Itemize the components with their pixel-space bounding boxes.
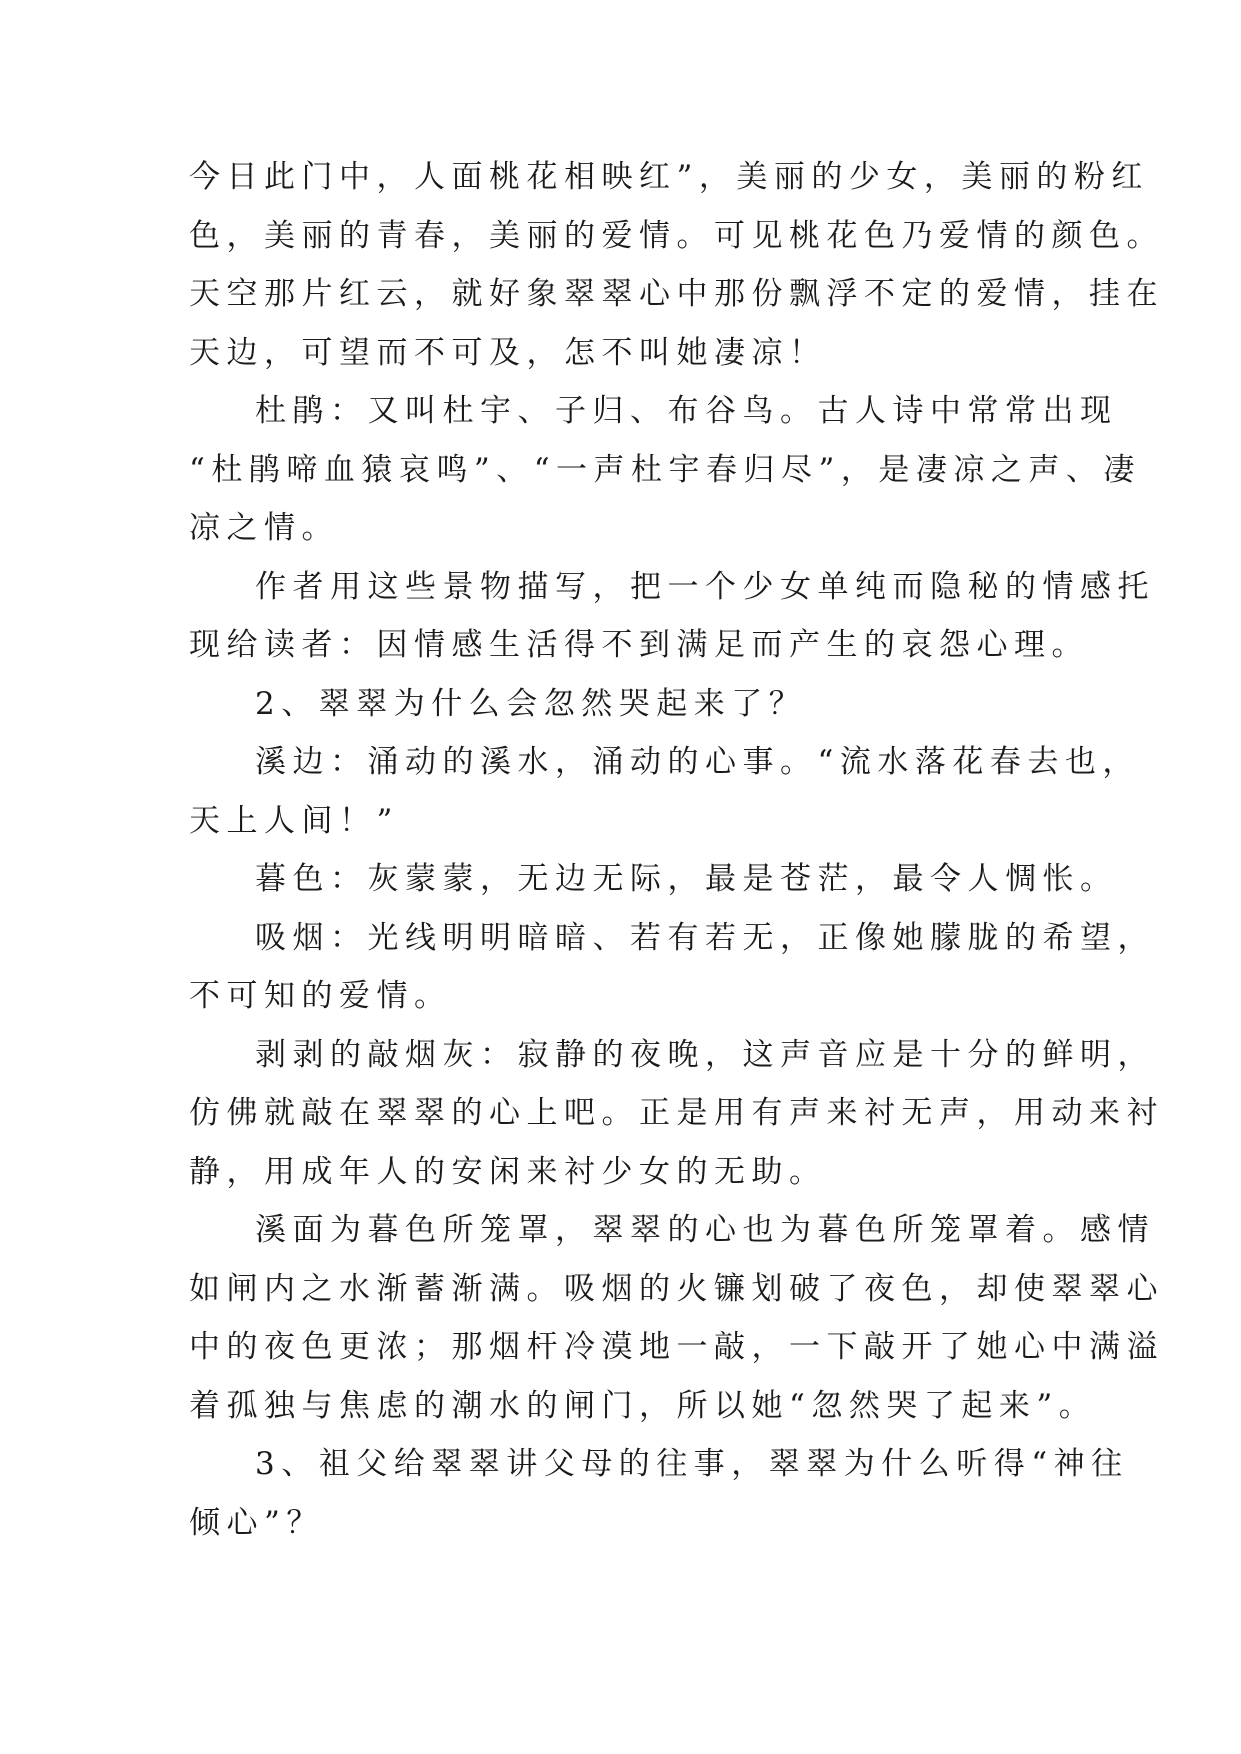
text-line: 天空那片红云，就好象翠翠心中那份飘浮不定的爱情，挂在	[189, 276, 1164, 312]
text-line: 如闸内之水渐蓄渐满。吸烟的火镰划破了夜色，却使翠翠心	[189, 1270, 1164, 1307]
text-line: 2、翠翠为什么会忽然哭起来了？	[255, 685, 807, 722]
text-line: 现给读者：因情感生活得不到满足而产生的哀怨心理。	[189, 627, 1089, 663]
text-line: 今日此门中，人面桃花相映红”，美丽的少女，美丽的粉红	[189, 159, 1149, 195]
text-line: 不可知的爱情。	[189, 978, 452, 1014]
text-line: 溪边：涌动的溪水，涌动的心事。“流水落花春去也，	[255, 744, 1140, 780]
text-line: 着孤独与焦虑的潮水的闸门，所以她“忽然哭了起来”。	[189, 1387, 1097, 1424]
text-line: 天边，可望而不可及，怎不叫她凄凉！	[189, 334, 827, 371]
text-line: 仿佛就敲在翠翠的心上吧。正是用有声来衬无声，用动来衬	[189, 1095, 1164, 1131]
text-line: 中的夜色更浓；那烟杆冷漠地一敲，一下敲开了她心中满溢	[189, 1329, 1164, 1365]
question-heading	[189, 1435, 1129, 1552]
paragraph	[189, 909, 1155, 1026]
text-line: 溪面为暮色所笼罩，翠翠的心也为暮色所笼罩着。感情	[255, 1212, 1155, 1248]
text-line: 色，美丽的青春，美丽的爱情。可见桃花色乃爱情的颜色。	[189, 217, 1164, 254]
text-line: 凉之情。	[189, 510, 339, 546]
question-heading	[189, 675, 1069, 734]
paragraph	[189, 1026, 1164, 1202]
paragraph	[189, 1201, 1164, 1435]
text-line: 天上人间！”	[189, 802, 399, 839]
text-line: “杜鹃啼血猿哀鸣”、“一声杜宇春归尽”，是凄凉之声、凄	[189, 451, 1141, 488]
paragraph	[189, 382, 1141, 558]
document-page	[189, 148, 1164, 1552]
text-line: 吸烟：光线明明暗暗、若有若无，正像她朦胧的希望，	[255, 919, 1155, 956]
text-line: 3、祖父给翠翠讲父母的往事，翠翠为什么听得“神往	[255, 1446, 1129, 1482]
text-line: 杜鹃：又叫杜宇、子归、布谷鸟。古人诗中常常出现	[255, 393, 1118, 429]
text-line: 作者用这些景物描写，把一个少女单纯而隐秘的情感托	[255, 568, 1155, 605]
text-line: 暮色：灰蒙蒙，无边无际，最是苍茫，最令人惆怅。	[255, 861, 1118, 897]
text-line: 静，用成年人的安闲来衬少女的无助。	[189, 1153, 827, 1190]
paragraph	[189, 148, 1164, 382]
paragraph	[189, 850, 1118, 909]
text-line: 剥剥的敲烟灰：寂静的夜晚，这声音应是十分的鲜明，	[255, 1036, 1155, 1073]
paragraph	[189, 558, 1155, 675]
text-line: 倾心”？	[189, 1504, 324, 1541]
paragraph	[189, 733, 1140, 850]
